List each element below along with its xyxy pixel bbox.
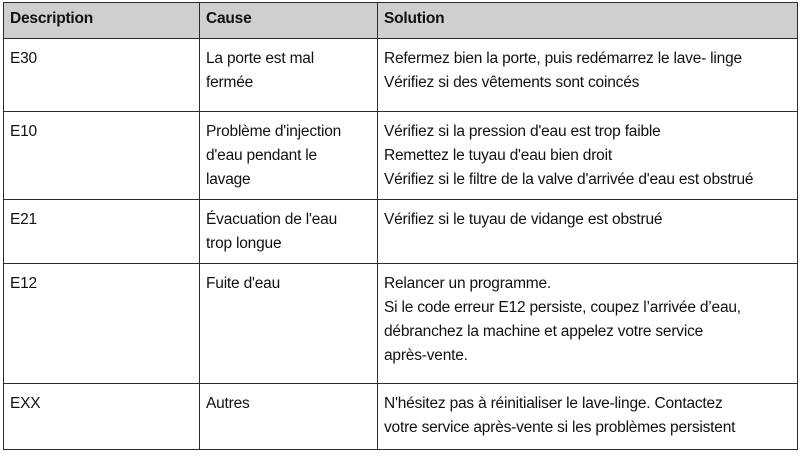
cause-cell — [200, 264, 378, 384]
table-row — [4, 264, 798, 384]
cause-cell — [200, 200, 378, 264]
error-code: E30 — [4, 39, 200, 112]
table-row — [4, 112, 798, 200]
table-row — [4, 384, 798, 450]
cause-line: La porte est mal — [206, 50, 314, 67]
cause-cell — [200, 384, 378, 450]
solution-line: Refermez bien la porte, puis redémarrez le lave- linge — [384, 50, 742, 67]
cause-cell — [200, 39, 378, 112]
error-code: EXX — [4, 384, 200, 450]
solution-line: Vérifiez si la pression d'eau est trop faible — [384, 123, 661, 140]
cause-line: lavage — [206, 171, 251, 188]
solution-cell — [378, 39, 798, 112]
cause-line: Autres — [206, 395, 250, 412]
solution-line: Vérifiez si le filtre de la valve d'arrivée d'eau est obstrué — [384, 171, 754, 188]
solution-cell — [378, 384, 798, 450]
header-description: Description — [4, 3, 200, 39]
solution-line: N'hésitez pas à réinitialiser le lave-linge. Contactez — [384, 395, 723, 412]
solution-line: Relancer un programme. — [384, 275, 552, 292]
cause-line: Fuite d'eau — [206, 275, 281, 292]
solution-cell — [378, 264, 798, 384]
cause-cell — [200, 112, 378, 200]
error-code: E12 — [4, 264, 200, 384]
cause-line: Problème d'injection — [206, 123, 342, 140]
error-code: E21 — [4, 200, 200, 264]
table-row — [4, 39, 798, 112]
header-solution: Solution — [378, 3, 798, 39]
solution-line: Si le code erreur E12 persiste, coupez l’arrivée d’eau, — [384, 299, 741, 316]
solution-line: Vérifiez si le tuyau de vidange est obstrué — [384, 211, 663, 228]
solution-cell — [378, 200, 798, 264]
error-code: E10 — [4, 112, 200, 200]
header-cause: Cause — [200, 3, 378, 39]
solution-line: Vérifiez si des vêtements sont coincés — [384, 74, 640, 91]
cause-line: Évacuation de l'eau — [206, 211, 338, 228]
error-code-table — [3, 2, 798, 450]
solution-line: débranchez la machine et appelez votre service — [384, 323, 704, 340]
solution-cell — [378, 112, 798, 200]
cause-line: fermée — [206, 74, 254, 91]
cause-line: d'eau pendant le — [206, 147, 317, 164]
table-row — [4, 200, 798, 264]
cause-line: trop longue — [206, 235, 282, 252]
solution-line: votre service après-vente si les problèmes persistent — [384, 419, 736, 436]
solution-line: Remettez le tuyau d'eau bien droit — [384, 147, 612, 164]
table-header-row — [4, 3, 798, 39]
solution-line: après-vente. — [384, 347, 468, 364]
